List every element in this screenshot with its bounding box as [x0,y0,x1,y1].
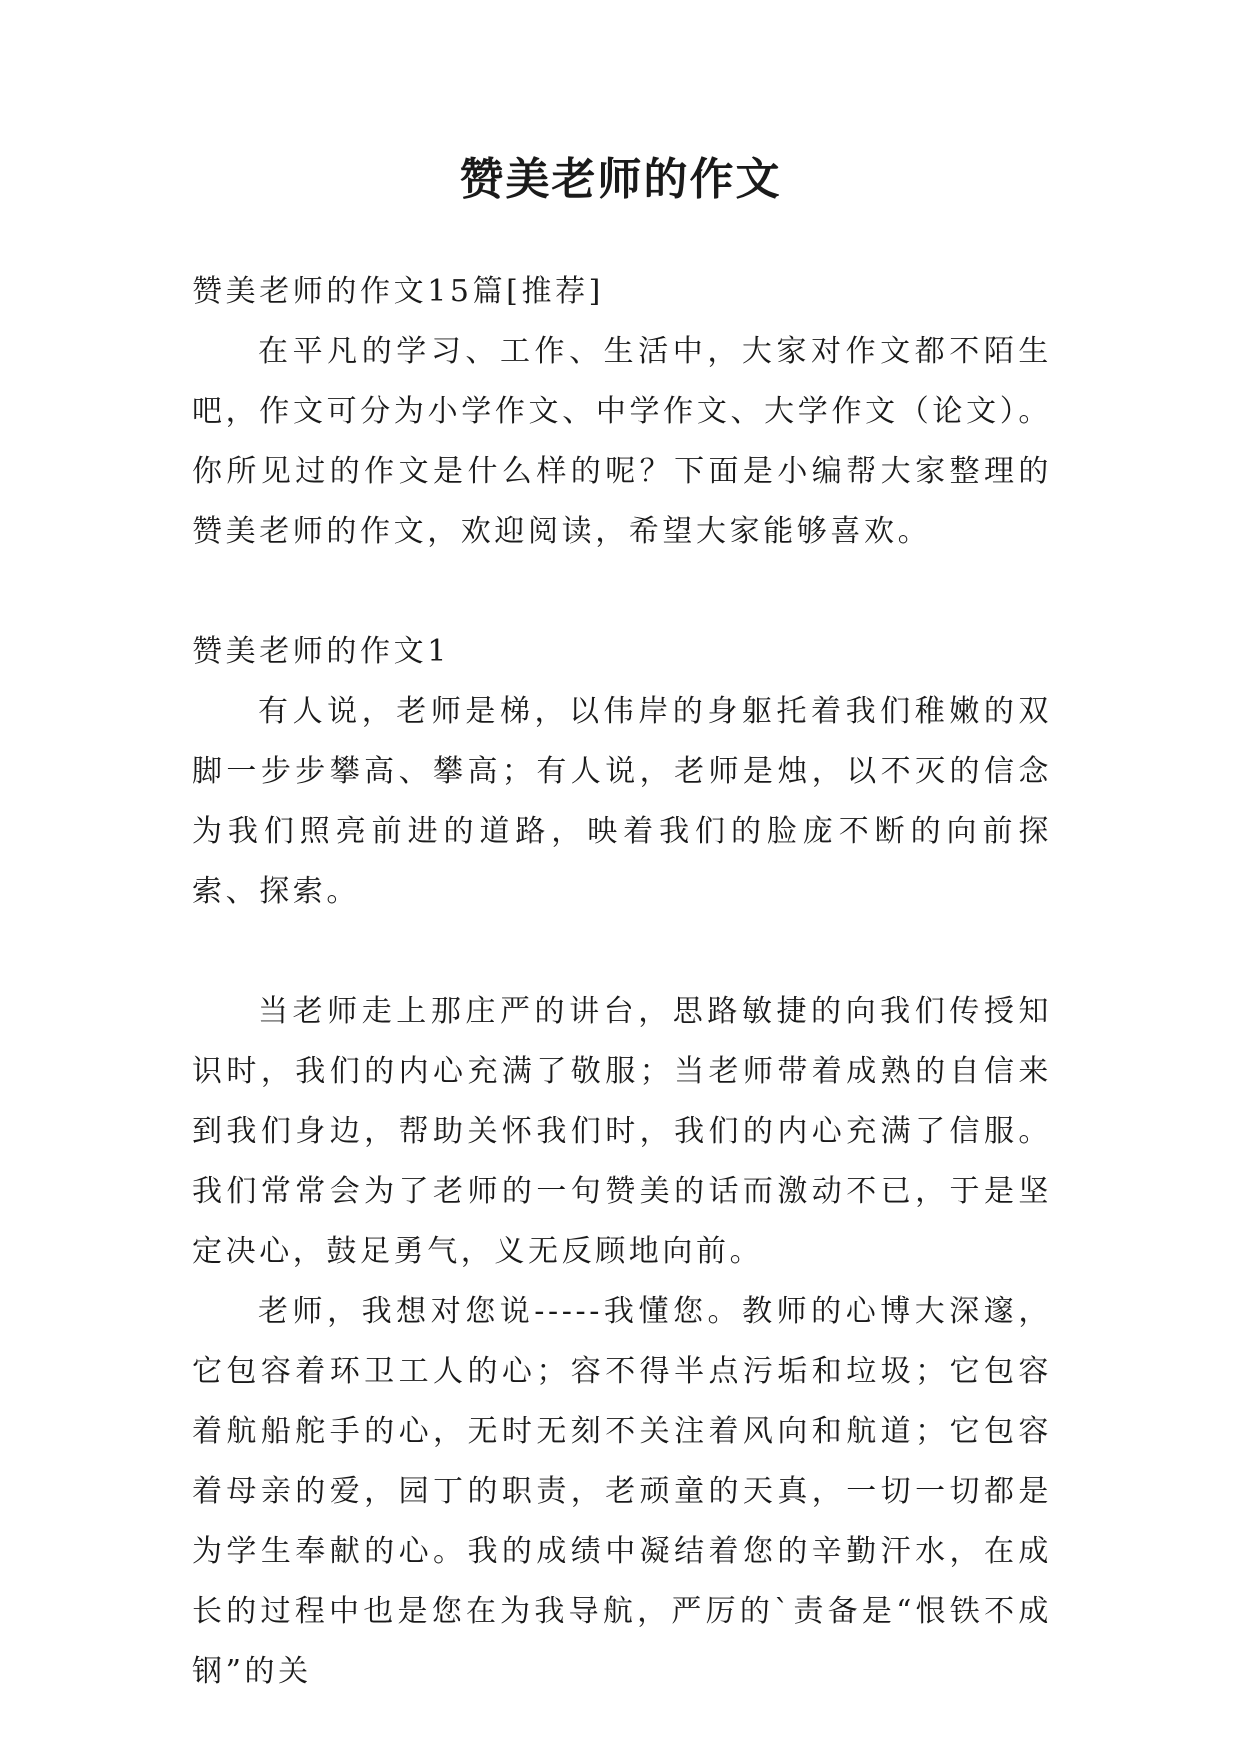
paragraph: 当老师走上那庄严的讲台，思路敏捷的向我们传授知识时，我们的内心充满了敬服；当老师带着成熟的自信来到我们身边，帮助关怀我们时，我们的内心充满了信服。我们常常会为了老师的一句赞美的话而激动不已，于是坚定决心，鼓足勇气，义无反顾地向前。 [192,994,1052,1269]
intro-paragraph: 在平凡的学习、工作、生活中，大家对作文都不陌生吧，作文可分为小学作文、中学作文、大学作文（论文）。你所见过的作文是什么样的呢？下面是小编帮大家整理的赞美老师的作文，欢迎阅读，希望大家能够喜欢。 [192,334,1052,549]
section-heading: 赞美老师的作文1 [192,634,450,669]
paragraph: 老师，我想对您说-----我懂您。教师的心博大深邃，它包容着环卫工人的心；容不得半点污垢和垃圾；它包容着航船舵手的心，无时无刻不关注着风向和航道；它包容着母亲的爱，园丁的职责，老顽童的天真，一切一切都是为学生奉献的心。我的成绩中凝结着您的辛勤汗水，在成长的过程中也是您在为我导航，严厉的`责备是“恨铁不成钢”的关 [192,1294,1052,1689]
spacer [192,562,1052,622]
spacer [192,922,1052,982]
subtitle: 赞美老师的作文15篇[推荐] [192,274,604,309]
paragraph: 有人说，老师是梯，以伟岸的身躯托着我们稚嫩的双脚一步步攀高、攀高；有人说，老师是烛，以不灭的信念为我们照亮前进的道路，映着我们的脸庞不断的向前探索、探索。 [192,694,1052,909]
document-title: 赞美老师的作文 [459,154,782,205]
document-body [192,262,1052,1702]
